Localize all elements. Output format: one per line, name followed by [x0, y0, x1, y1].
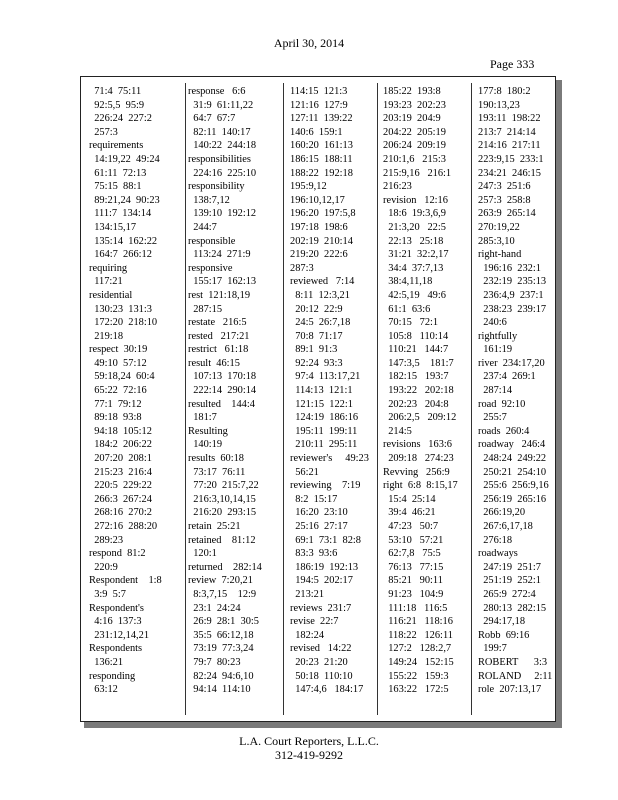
index-line: 197:18 198:6: [290, 221, 348, 233]
index-line: result 46:15: [188, 357, 240, 369]
index-line: 182:24: [290, 629, 325, 641]
index-line: Robb 69:16: [478, 629, 530, 641]
index-line: 140:19: [188, 439, 223, 451]
index-line: 190:13,23: [478, 99, 520, 111]
index-line: respect 30:19: [89, 344, 148, 356]
index-line: 82:11 140:17: [188, 126, 251, 138]
column-divider: [471, 83, 472, 715]
index-line: 22:13 25:18: [383, 235, 444, 247]
index-line: 89:1 91:3: [290, 344, 338, 356]
index-line: 257:3: [89, 126, 118, 138]
index-line: 75:15 88:1: [89, 181, 142, 193]
index-line: 105:8 110:14: [383, 330, 449, 342]
index-line: 3:9 5:7: [89, 588, 126, 600]
index-line: 237:4 269:1: [478, 371, 536, 383]
index-line: 77:20 215:7,22: [188, 480, 259, 492]
index-line: 209:18 274:23: [383, 453, 454, 465]
index-line: 73:19 77:3,24: [188, 643, 254, 655]
index-line: 202:19 210:14: [290, 235, 353, 247]
index-line: 20:23 21:20: [290, 656, 348, 668]
index-line: 185:22 193:8: [383, 86, 441, 97]
index-line: 21:3,20 22:5: [383, 221, 446, 233]
index-line: revised 14:22: [290, 643, 352, 655]
index-line: 62:7,8 75:5: [383, 548, 441, 560]
index-line: 214:5: [383, 425, 412, 437]
index-line: 255:7: [478, 412, 507, 424]
index-line: 195:11 199:11: [290, 425, 358, 437]
index-line: 219:18: [89, 330, 124, 342]
index-line: 8:3,7,15 12:9: [188, 588, 257, 600]
index-line: returned 282:14: [188, 561, 262, 573]
index-line: reviewed 7:14: [290, 276, 355, 288]
index-line: 79:7 80:23: [188, 656, 241, 668]
index-line: 53:10 57:21: [383, 534, 444, 546]
index-line: 155:17 162:13: [188, 276, 257, 288]
index-line: 70:8 71:17: [290, 330, 343, 342]
index-line: 224:16 225:10: [188, 167, 257, 179]
index-line: Respondent 1:8: [89, 575, 162, 587]
index-line: 94:18 105:12: [89, 425, 152, 437]
index-line: 63:12: [89, 684, 118, 696]
index-line: 34:4 37:7,13: [383, 262, 444, 274]
index-line: 31:9 61:11,22: [188, 99, 254, 111]
index-line: role 207:13,17: [478, 684, 542, 696]
index-line: 272:16 288:20: [89, 521, 158, 532]
index-line: 255:6 256:9,16: [478, 480, 549, 492]
index-line: 47:23 50:7: [383, 521, 439, 532]
index-line: 248:24 249:22: [478, 453, 547, 465]
index-line: 116:21 118:16: [383, 616, 453, 628]
index-line: rest 121:18,19: [188, 289, 251, 301]
index-line: 139:10 192:12: [188, 208, 257, 220]
index-line: 256:19 265:16: [478, 493, 547, 505]
index-line: 140:6 159:1: [290, 126, 343, 138]
index-line: 147:4,6 184:17: [290, 684, 364, 696]
index-line: 181:7: [188, 412, 217, 424]
index-line: 210:11 295:11: [290, 439, 358, 451]
index-line: 236:4,9 237:1: [478, 289, 544, 301]
index-line: 73:17 76:11: [188, 466, 246, 478]
index-line: 25:16 27:17: [290, 521, 348, 532]
index-line: 186:19 192:13: [290, 561, 359, 573]
index-line: 65:22 72:16: [89, 385, 147, 397]
index-line: 97:4 113:17,21: [290, 371, 361, 383]
index-line: revision 12:16: [383, 194, 448, 206]
index-line: 202:23 204:8: [383, 398, 449, 410]
index-line: reviewing 7:19: [290, 480, 361, 492]
index-line: 59:18,24 60:4: [89, 371, 155, 383]
index-line: 199:7: [478, 643, 507, 655]
index-line: 210:1,6 215:3: [383, 153, 446, 165]
index-line: 287:14: [478, 385, 513, 397]
index-line: 82:24 94:6,10: [188, 670, 254, 682]
index-line: 39:4 46:21: [383, 507, 436, 519]
index-line: 268:16 270:2: [89, 507, 152, 519]
index-line: 222:14 290:14: [188, 385, 257, 397]
index-line: 56:21: [290, 466, 319, 478]
footer-phone: 312-419-9292: [275, 748, 343, 762]
index-line: 121:15 122:1: [290, 398, 353, 410]
index-line: right 6:8 8:15,17: [383, 480, 458, 492]
index-line: 138:7,12: [188, 194, 230, 206]
index-line: Respondents: [89, 643, 143, 655]
index-line: 263:9 265:14: [478, 208, 536, 220]
index-line: Revving 256:9: [383, 466, 450, 478]
index-line: 50:18 110:10: [290, 670, 353, 682]
index-line: 247:19 251:7: [478, 561, 541, 573]
index-line: 89:21,24 90:23: [89, 194, 160, 206]
index-line: 285:3,10: [478, 235, 515, 247]
index-line: 214:16 217:11: [478, 140, 541, 152]
index-line: 64:7 67:7: [188, 113, 236, 125]
index-line: 136:21: [89, 656, 124, 668]
index-line: 231:12,14,21: [89, 629, 150, 641]
index-line: 172:20 218:10: [89, 317, 158, 329]
index-line: requirements: [89, 140, 144, 152]
index-line: 270:19,22: [478, 221, 520, 233]
index-line: response 6:6: [188, 86, 246, 97]
index-line: 38:4,11,18: [383, 276, 433, 288]
index-line: 216:20 293:15: [188, 507, 257, 519]
index-line: requiring: [89, 262, 128, 274]
index-line: Respondent's: [89, 602, 144, 614]
index-line: 8:2 15:17: [290, 493, 338, 505]
index-line: 220:9: [89, 561, 118, 573]
index-line: 26:9 28:1 30:5: [188, 616, 260, 628]
index-line: 127:2 128:2,7: [383, 643, 452, 655]
index-line: 186:15 188:11: [290, 153, 353, 165]
column-divider: [377, 83, 378, 715]
index-line: Resulting: [188, 425, 228, 437]
index-line: 204:22 205:19: [383, 126, 446, 138]
index-line: 24:5 26:7,18: [290, 317, 351, 329]
index-line: restrict 61:18: [188, 344, 249, 356]
index-line: road 92:10: [478, 398, 526, 410]
footer-company: L.A. Court Reporters, L.L.C.: [239, 734, 379, 748]
index-line: 287:3: [290, 262, 314, 274]
column-divider: [185, 83, 186, 715]
index-line: 4:16 137:3: [89, 616, 142, 628]
index-line: 94:14 114:10: [188, 684, 251, 696]
index-line: responsible: [188, 235, 236, 247]
index-line: reviewer's 49:23: [290, 453, 369, 465]
index-line: 184:2 206:22: [89, 439, 152, 451]
index-line: 14:19,22 49:24: [89, 153, 160, 165]
index-line: 193:23 202:23: [383, 99, 446, 111]
index-line: respond 81:2: [89, 548, 146, 560]
index-line: 265:9 272:4: [478, 588, 536, 600]
index-line: review 7:20,21: [188, 575, 253, 587]
index-line: 213:7 214:14: [478, 126, 536, 138]
index-line: 69:1 73:1 82:8: [290, 534, 362, 546]
index-line: 196:20 197:5,8: [290, 208, 356, 220]
index-line: 83:3 93:6: [290, 548, 338, 560]
index-line: responsibility: [188, 181, 245, 193]
index-line: 114:15 121:3: [290, 86, 348, 97]
index-line: 113:24 271:9: [188, 249, 251, 261]
index-line: 216:3,10,14,15: [188, 493, 256, 505]
index-line: 49:10 57:12: [89, 357, 147, 369]
index-line: 287:15: [188, 303, 223, 315]
index-line: 155:22 159:3: [383, 670, 449, 682]
index-line: 203:19 204:9: [383, 113, 441, 125]
index-line: 70:15 72:1: [383, 317, 439, 329]
index-line: 111:7 134:14: [89, 208, 152, 220]
index-line: 294:17,18: [478, 616, 526, 628]
index-line: 92:5,5 95:9: [89, 99, 145, 111]
index-line: 216:23: [383, 181, 412, 193]
index-line: 257:3 258:8: [478, 194, 531, 206]
index-line: 213:21: [290, 588, 325, 600]
index-line: 266:3 267:24: [89, 493, 152, 505]
index-line: 251:19 252:1: [478, 575, 541, 587]
index-column-3: [290, 85, 374, 697]
index-line: 207:20 208:1: [89, 453, 152, 465]
index-line: results 60:18: [188, 453, 244, 465]
index-line: 140:22 244:18: [188, 140, 257, 152]
index-line: 250:21 254:10: [478, 466, 547, 478]
index-line: 91:23 104:9: [383, 588, 444, 600]
index-line: retained 81:12: [188, 534, 256, 546]
index-line: 111:18 116:5: [383, 602, 448, 614]
index-line: retain 25:21: [188, 521, 241, 532]
index-line: 206:2,5 209:12: [383, 412, 457, 424]
index-line: ROLAND 2:11: [478, 670, 553, 682]
index-line: 71:4 75:11: [89, 86, 142, 97]
index-line: 85:21 90:11: [383, 575, 443, 587]
index-line: 18:6 19:3,6,9: [383, 208, 446, 220]
index-line: 61:11 72:13: [89, 167, 147, 179]
index-line: 215:9,16 216:1: [383, 167, 452, 179]
index-line: reviews 231:7: [290, 602, 352, 614]
index-column-4: [383, 85, 469, 697]
header-date: April 30, 2014: [273, 36, 345, 50]
index-line: restate 216:5: [188, 317, 247, 329]
index-line: revisions 163:6: [383, 439, 452, 451]
index-line: 31:21 32:2,17: [383, 249, 449, 261]
index-line: roadways: [478, 548, 518, 560]
index-line: 215:23 216:4: [89, 466, 152, 478]
index-line: 124:19 186:16: [290, 412, 359, 424]
index-line: 118:22 126:11: [383, 629, 453, 641]
index-line: 247:3 251:6: [478, 181, 531, 193]
index-line: resulted 144:4: [188, 398, 255, 410]
index-line: 220:5 229:22: [89, 480, 152, 492]
index-line: 121:16 127:9: [290, 99, 348, 111]
index-line: 232:19 235:13: [478, 276, 547, 288]
index-line: 114:13 121:1: [290, 385, 353, 397]
index-line: 147:3,5 181:7: [383, 357, 454, 369]
index-line: 194:5 202:17: [290, 575, 353, 587]
index-line: 164:7 266:12: [89, 249, 152, 261]
index-line: 35:5 66:12,18: [188, 629, 254, 641]
index-line: 130:23 131:3: [89, 303, 152, 315]
index-column-2: [188, 85, 278, 697]
index-line: 240:6: [478, 317, 507, 329]
index-line: 289:23: [89, 534, 124, 546]
index-line: 76:13 77:15: [383, 561, 444, 573]
index-column-1: [89, 85, 181, 697]
index-line: 195:9,12: [290, 181, 327, 193]
index-line: roads 260:4: [478, 425, 530, 437]
index-line: ROBERT 3:3: [478, 656, 548, 668]
index-line: 267:6,17,18: [478, 521, 533, 532]
index-line: 16:20 23:10: [290, 507, 348, 519]
index-line: 244:7: [188, 221, 217, 233]
index-line: rightfully: [478, 330, 518, 342]
index-line: 280:13 282:15: [478, 602, 547, 614]
index-line: 61:1 63:6: [383, 303, 431, 315]
index-line: 149:24 152:15: [383, 656, 454, 668]
index-line: 120:1: [188, 548, 217, 560]
index-line: 42:5,19 49:6: [383, 289, 446, 301]
index-line: 135:14 162:22: [89, 235, 158, 247]
index-line: 234:21 246:15: [478, 167, 541, 179]
index-line: 238:23 239:17: [478, 303, 547, 315]
column-divider: [283, 83, 284, 715]
index-line: 223:9,15 233:1: [478, 153, 544, 165]
index-line: 77:1 79:12: [89, 398, 142, 410]
index-line: 161:19: [478, 344, 513, 356]
page-number: Page 333: [490, 57, 535, 71]
index-line: 8:11 12:3,21: [290, 289, 350, 301]
index-line: 276:18: [478, 534, 513, 546]
index-line: 15:4 25:14: [383, 493, 436, 505]
index-column-5: [478, 85, 554, 697]
index-line: 196:16 232:1: [478, 262, 541, 274]
index-line: 193:22 202:18: [383, 385, 454, 397]
index-line: 219:20 222:6: [290, 249, 348, 261]
index-line: 266:19,20: [478, 507, 526, 519]
index-line: roadway 246:4: [478, 439, 546, 451]
index-line: 107:13 170:18: [188, 371, 257, 383]
index-line: revise 22:7: [290, 616, 339, 628]
index-line: right-hand: [478, 249, 522, 261]
index-line: residential: [89, 289, 133, 301]
index-line: 226:24 227:2: [89, 113, 152, 125]
index-line: responding: [89, 670, 136, 682]
index-line: 127:11 139:22: [290, 113, 353, 125]
index-line: 110:21 144:7: [383, 344, 449, 356]
index-line: 206:24 209:19: [383, 140, 446, 152]
index-line: 182:15 193:7: [383, 371, 449, 383]
index-line: 160:20 161:13: [290, 140, 353, 152]
index-line: 23:1 24:24: [188, 602, 241, 614]
index-line: rested 217:21: [188, 330, 250, 342]
index-line: 163:22 172:5: [383, 684, 449, 696]
index-line: 89:18 93:8: [89, 412, 142, 424]
index-frame: [80, 76, 556, 722]
index-line: 92:24 93:3: [290, 357, 343, 369]
index-line: 177:8 180:2: [478, 86, 531, 97]
index-line: responsive: [188, 262, 233, 274]
index-line: 193:11 198:22: [478, 113, 541, 125]
index-line: river 234:17,20: [478, 357, 545, 369]
index-line: 196:10,12,17: [290, 194, 345, 206]
index-line: 20:12 22:9: [290, 303, 343, 315]
index-line: 188:22 192:18: [290, 167, 353, 179]
index-line: responsibilities: [188, 153, 251, 165]
index-line: 117:21: [89, 276, 123, 288]
index-line: 134:15,17: [89, 221, 137, 233]
